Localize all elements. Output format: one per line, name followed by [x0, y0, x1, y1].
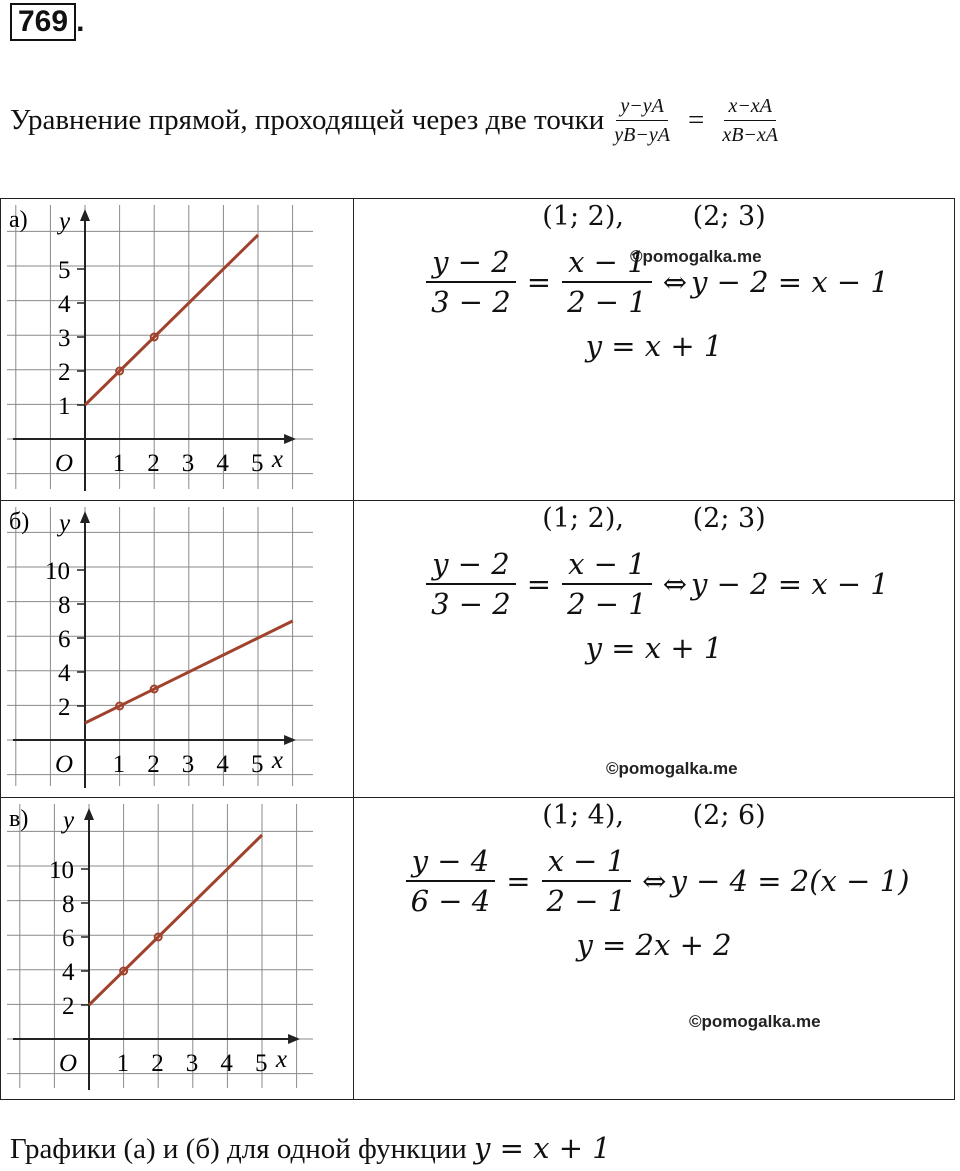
eq-left-fraction-a [425, 243, 517, 321]
eq-equiv-b: ⇔ [662, 567, 688, 601]
eq-left-num-a: y − 2 [426, 243, 516, 283]
eq-left-den-c: 6 − 4 [410, 884, 491, 918]
eq-rhs-c: y − 4 = 2(x − 1) [670, 864, 910, 898]
x-tick-label: 2 [147, 751, 160, 778]
y-axis-label: y [59, 208, 71, 235]
intro-line [10, 80, 788, 160]
formula-right-numerator: x−xA [724, 92, 775, 121]
y-axis-arrow [80, 209, 90, 221]
graph-a [1, 199, 353, 495]
grid [7, 507, 313, 786]
y-tick-label: 2 [58, 359, 71, 386]
result-a: y = x + 1 [585, 329, 723, 363]
solutions-table [0, 198, 955, 1100]
eq-right-num-b: x − 1 [562, 545, 652, 585]
x-tick-label: 5 [255, 1050, 268, 1077]
y-tick-label: 4 [58, 660, 71, 687]
watermark-c: ©pomogalka.me [689, 1012, 821, 1031]
y-axis-label: y [63, 807, 75, 834]
table-row-a [1, 199, 955, 501]
work-cell-c [354, 798, 955, 1100]
eq-left-fraction-b [425, 545, 517, 623]
y-tick-label: 10 [45, 558, 70, 585]
x-axis-label: x [271, 446, 283, 473]
x-tick-label: 1 [112, 450, 126, 477]
graph-c [1, 798, 353, 1094]
x-axis-arrow [288, 1034, 300, 1044]
y-tick-label: 8 [58, 592, 71, 619]
x-axis-label: x [271, 747, 283, 774]
y-axis-arrow [80, 511, 90, 523]
x-tick-label: 1 [112, 751, 126, 778]
function-line [89, 835, 262, 1005]
origin-label: O [55, 751, 74, 778]
eq-left-den-b: 3 − 2 [431, 587, 511, 621]
formula-right-denominator: xB−xA [722, 123, 779, 146]
problem-number-suffix: . [76, 5, 85, 38]
work-cell-a [354, 199, 955, 501]
eq-equals-a: = [526, 265, 552, 299]
y-tick-label: 2 [58, 694, 71, 721]
x-tick-label: 4 [216, 450, 229, 477]
x-tick-label: 3 [181, 751, 195, 778]
x-tick-label: 3 [185, 1050, 199, 1077]
formula-equals: = [687, 104, 705, 136]
y-axis-arrow [84, 808, 94, 820]
formula-right-fraction [718, 92, 782, 149]
y-tick-label: 1 [58, 393, 71, 420]
graph-cell-c [1, 798, 354, 1100]
eq-rhs-b: y − 2 = x − 1 [691, 567, 889, 601]
x-tick-label: 2 [151, 1050, 164, 1077]
y-tick-label: 6 [62, 925, 75, 952]
x-axis-arrow [284, 735, 296, 745]
eq-left-den-a: 3 − 2 [431, 285, 511, 319]
formula-left-numerator: y−yA [616, 92, 667, 121]
result-b: y = x + 1 [585, 631, 723, 665]
function-line [85, 235, 258, 405]
points-text-b: (1; 2), (2; 3) [542, 503, 766, 534]
eq-right-den-b: 2 − 1 [567, 587, 647, 621]
eq-right-fraction-c [541, 842, 633, 920]
grid [7, 205, 313, 489]
table-row-b [1, 501, 955, 798]
formula-left-denominator: yB−yA [614, 123, 670, 146]
x-tick-label: 2 [147, 450, 160, 477]
origin-label: O [55, 450, 74, 477]
eq-right-den-c: 2 − 1 [546, 884, 627, 918]
equation-b [354, 545, 954, 623]
eq-left-num-b: y − 2 [426, 545, 516, 585]
eq-right-num-a: x − 1 [562, 243, 652, 283]
x-tick-label: 4 [216, 751, 229, 778]
eq-left-fraction-c [405, 842, 497, 920]
watermark-b: ©pomogalka.me [606, 759, 738, 778]
x-tick-label: 3 [181, 450, 195, 477]
points-text-a: (1; 2), (2; 3) [542, 201, 766, 232]
y-tick-label: 6 [58, 626, 71, 653]
grid [7, 804, 313, 1088]
y-axis-label: y [59, 510, 71, 537]
points-text-c: (1; 4), (2; 6) [542, 800, 766, 831]
graph-cell-b [1, 501, 354, 798]
equation-c [354, 842, 954, 920]
eq-equals-b: = [526, 567, 552, 601]
formula-left-fraction [610, 92, 674, 149]
eq-equals-c: = [506, 864, 531, 898]
graph-part-label: а) [9, 207, 28, 233]
result-c: y = 2x + 2 [576, 928, 732, 962]
y-tick-label: 8 [62, 891, 75, 918]
eq-right-num-c: x − 1 [542, 842, 632, 882]
y-tick-label: 5 [58, 257, 71, 284]
y-tick-label: 4 [58, 291, 71, 318]
watermark-a: ©pomogalka.me [630, 247, 762, 266]
work-cell-b [354, 501, 955, 798]
x-tick-label: 5 [251, 751, 264, 778]
eq-equiv-a: ⇔ [662, 265, 688, 299]
graph-cell-a [1, 199, 354, 501]
table-row-c [1, 798, 955, 1100]
x-axis-label: x [275, 1046, 287, 1073]
footer-line [10, 1131, 611, 1166]
graph-part-label: в) [9, 806, 29, 832]
y-tick-label: 10 [49, 857, 74, 884]
footer-math: y = x + 1 [474, 1131, 611, 1165]
problem-number-box: 769 [10, 3, 76, 41]
x-tick-label: 5 [251, 450, 264, 477]
y-tick-label: 3 [58, 325, 71, 352]
intro-text: Уравнение прямой, проходящей через две точки [10, 104, 605, 136]
origin-label: O [59, 1050, 78, 1077]
eq-left-num-c: y − 4 [406, 842, 496, 882]
y-tick-label: 2 [62, 993, 75, 1020]
eq-right-den-a: 2 − 1 [567, 285, 647, 319]
problem-number [10, 3, 84, 41]
graph-b [1, 501, 353, 792]
x-tick-label: 4 [220, 1050, 233, 1077]
y-tick-label: 4 [62, 959, 75, 986]
footer-text: Графики (а) и (б) для одной функции [10, 1133, 467, 1165]
eq-right-fraction-b [561, 545, 653, 623]
eq-equiv-c: ⇔ [642, 864, 667, 898]
x-axis-arrow [284, 434, 296, 444]
x-tick-label: 1 [116, 1050, 130, 1077]
eq-rhs-a: y − 2 = x − 1 [691, 265, 889, 299]
graph-part-label: б) [9, 509, 30, 535]
